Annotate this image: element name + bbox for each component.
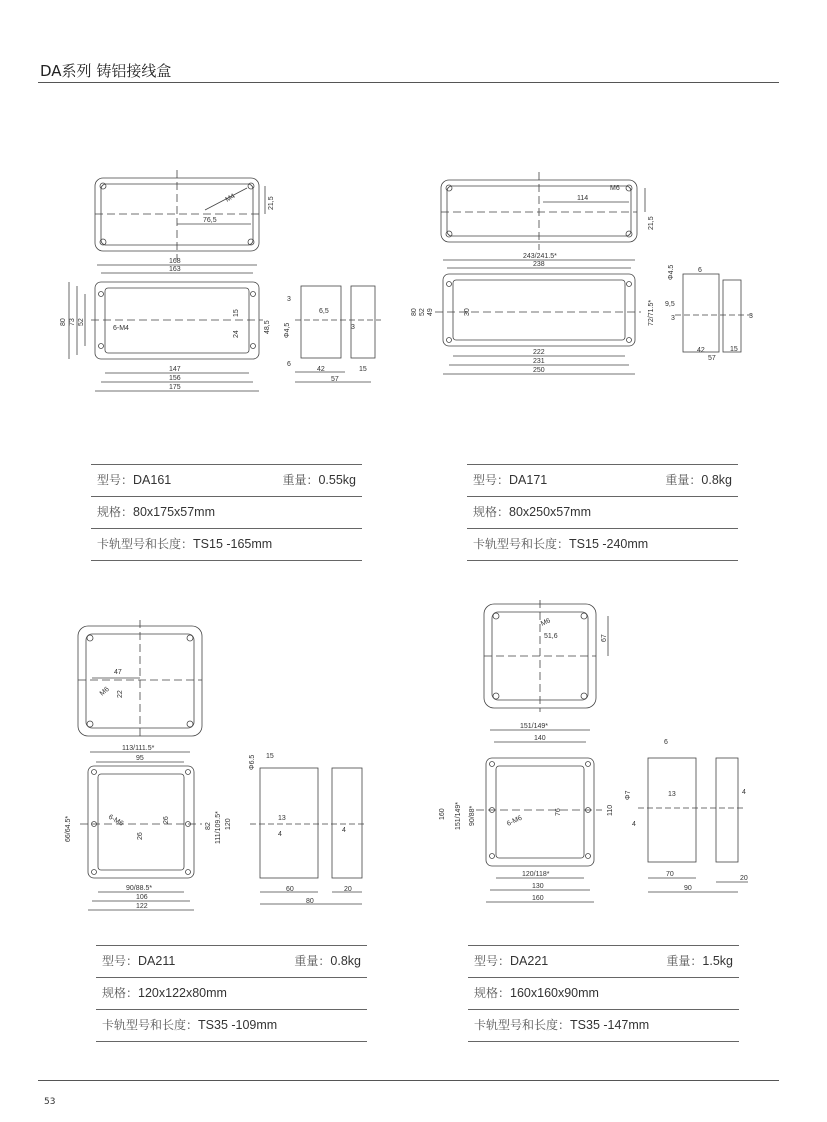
da221-dim-w2: 140 (534, 735, 546, 742)
da171-dim-l1: 222 (533, 349, 545, 356)
da171-dim-m: M6 (610, 185, 620, 192)
da171-dim-h2: 52 (419, 308, 426, 316)
weight-label: 重量： (666, 954, 703, 968)
da221-dim-d1: 76 (555, 808, 562, 816)
da221-dim-w1: 151/149* (520, 723, 549, 730)
da211-dim-l2: 106 (136, 894, 148, 901)
da211-dim-l1: 90/88.5* (126, 885, 153, 892)
da221-dim-s7: 90 (684, 885, 692, 892)
da161-dim-h3: 52 (78, 318, 85, 326)
da211-dim-phi: Φ6.5 (249, 754, 256, 770)
da161-dim-phi: Φ4,5 (284, 322, 291, 338)
da161-dim-m: M4 (224, 192, 237, 204)
da161-dim-a: 76,5 (203, 217, 217, 224)
rail-row (91, 529, 362, 561)
da171-drawing (405, 170, 765, 385)
da171-dim-a: 114 (577, 195, 589, 202)
rail-row (96, 1010, 367, 1042)
da171-dim-s1: 6 (698, 267, 702, 274)
da221-dim-phi: Φ7 (625, 790, 632, 800)
da211-dim-d1: 26 (163, 816, 170, 824)
da211-dim-m: M6 (98, 685, 111, 698)
rail-label: 卡轨型号和长度： (474, 1018, 571, 1032)
spec-value: 120x122x80mm (138, 986, 227, 1000)
da161-dim-w2: 163 (169, 266, 181, 273)
da171-dim-l2: 231 (533, 358, 545, 365)
da221-dim-s6: 20 (740, 875, 748, 882)
model-value: DA171 (509, 473, 548, 487)
rail-row (468, 1010, 739, 1042)
da161-drawing (55, 170, 385, 400)
da161-dim-l1: 147 (169, 366, 181, 373)
da161-dim-h2: 73 (69, 318, 76, 326)
weight-value: 0.8kg (701, 473, 732, 487)
da161-dim-w1: 168 (169, 258, 181, 265)
da171-dim-w2: 238 (533, 261, 545, 268)
rail-value: TS15 -240mm (569, 537, 649, 551)
da161-dim-s5: 42 (317, 366, 325, 373)
da161-dim-d3: 48,5 (264, 320, 271, 334)
da221-dim-s1: 6 (664, 739, 668, 746)
da171-dim-s4: 3 (749, 313, 753, 320)
spec-label: 规格： (97, 505, 134, 519)
rail-label: 卡轨型号和长度： (97, 537, 194, 551)
da171-dim-b: 21,5 (648, 216, 655, 230)
header-divider (38, 82, 779, 83)
da211-dim-a: 47 (114, 669, 122, 676)
model-row (467, 464, 738, 497)
da211-dim-d3: 82 (205, 822, 212, 830)
da221-dim-s2: 13 (668, 791, 676, 798)
da211-dim-s5: 60 (286, 886, 294, 893)
spec-row (468, 978, 739, 1010)
model-row (91, 464, 362, 497)
model-label: 型号： (102, 954, 139, 968)
da211-dim-d2: 26 (137, 832, 144, 840)
page-number: 53 (44, 1097, 56, 1107)
da171-dim-w1: 243/241.5* (523, 253, 557, 260)
spec-row (91, 497, 362, 529)
da171-dim-d2: 72/71.5* (648, 299, 655, 326)
weight-value: 0.55kg (318, 473, 356, 487)
spec-value: 160x160x90mm (510, 986, 599, 1000)
da171-dim-s5: 42 (697, 347, 705, 354)
model-row (468, 945, 739, 978)
da171-dim-d1: 30 (464, 308, 471, 316)
weight-value: 0.8kg (330, 954, 361, 968)
da171-dim-s3: 3 (671, 315, 675, 322)
da161-spec-table (91, 464, 362, 561)
da171-dim-s2: 9,5 (665, 301, 675, 308)
da161-dim-l3: 175 (169, 384, 181, 391)
da211-dim-w2: 95 (136, 755, 144, 762)
rail-value: TS35 -147mm (570, 1018, 650, 1032)
da211-dim-s2: 13 (278, 815, 286, 822)
da211-dim-w1: 113/111.5* (122, 745, 155, 752)
da221-dim-s5: 70 (666, 871, 674, 878)
da161-dim-h1: 80 (60, 318, 67, 326)
da221-dim-s3: 4 (632, 821, 636, 828)
da161-dim-s6: 15 (359, 366, 367, 373)
rail-row (467, 529, 738, 561)
model-label: 型号： (97, 473, 134, 487)
da221-spec-table (468, 945, 739, 1042)
da211-dim-s3: 4 (278, 831, 282, 838)
da221-dim-h2: 151/149* (455, 801, 462, 830)
spec-value: 80x175x57mm (133, 505, 216, 519)
da221-dim-m: M6 (539, 617, 552, 628)
da221-dim-s4: 4 (742, 789, 746, 796)
da221-dim-l1: 120/118* (522, 871, 550, 878)
da211-dim-s7: 80 (306, 898, 314, 905)
da161-dim-s4: 6 (287, 361, 291, 368)
da171-dim-s7: 57 (708, 355, 716, 362)
da161-dim-hole: 6-M4 (113, 325, 129, 332)
model-value: DA211 (138, 954, 176, 968)
model-label: 型号： (474, 954, 511, 968)
rail-value: TS35 -109mm (198, 1018, 278, 1032)
rail-label: 卡轨型号和长度： (102, 1018, 199, 1032)
model-row (96, 945, 367, 978)
da171-dim-l3: 250 (533, 367, 545, 374)
spec-label: 规格： (474, 986, 511, 1000)
da221-drawing (430, 600, 760, 910)
da161-dim-d1: 24 (233, 330, 240, 338)
footer-divider (38, 1080, 779, 1081)
rail-label: 卡轨型号和长度： (473, 537, 570, 551)
da161-dim-s3: 3 (351, 324, 355, 331)
weight-label: 重量： (294, 954, 331, 968)
page-title: DA系列 铸铝接线盒 (40, 62, 172, 80)
da211-dim-s4: 4 (342, 827, 346, 834)
model-label: 型号： (473, 473, 510, 487)
weight-value: 1.5kg (702, 954, 733, 968)
spec-label: 规格： (102, 986, 139, 1000)
weight-label: 重量： (282, 473, 319, 487)
da211-dim-d5: 120 (225, 818, 232, 830)
da221-dim-l3: 160 (532, 895, 544, 902)
da221-dim-b: 67 (601, 634, 608, 642)
da221-dim-h1: 160 (439, 808, 446, 820)
da221-dim-d2: 110 (607, 804, 614, 816)
da221-dim-hole: 6-M6 (505, 814, 524, 828)
spec-row (96, 978, 367, 1010)
da161-dim-l2: 156 (169, 375, 181, 382)
spec-value: 80x250x57mm (509, 505, 592, 519)
da211-spec-table (96, 945, 367, 1042)
da211-dim-s6: 20 (344, 886, 352, 893)
da211-dim-l3: 122 (136, 903, 148, 910)
da171-dim-h3: 49 (427, 308, 434, 316)
da161-dim-s7: 57 (331, 376, 339, 383)
da161-dim-s2: 6,5 (319, 308, 329, 315)
rail-value: TS15 -165mm (193, 537, 273, 551)
weight-label: 重量： (665, 473, 702, 487)
da211-drawing (60, 620, 370, 920)
da171-dim-s6: 15 (730, 346, 738, 353)
spec-label: 规格： (473, 505, 510, 519)
da171-dim-phi: Φ4.5 (668, 264, 675, 280)
model-value: DA161 (133, 473, 172, 487)
da221-dim-l2: 130 (532, 883, 544, 890)
da161-dim-s1: 3 (287, 296, 291, 303)
da171-dim-h1: 80 (411, 308, 418, 316)
da221-dim-h3: 90/88* (469, 805, 476, 826)
da211-dim-hole: 6-M6 (107, 813, 125, 828)
da161-dim-b: 21,5 (268, 196, 275, 210)
da161-dim-d2: 15 (233, 309, 240, 317)
model-value: DA221 (510, 954, 549, 968)
da211-dim-h1: 66/64.5* (65, 815, 72, 842)
spec-row (467, 497, 738, 529)
da211-dim-s1: 15 (266, 753, 274, 760)
da211-dim-b: 22 (117, 690, 124, 698)
da171-spec-table (467, 464, 738, 561)
da221-dim-a: 51,6 (544, 633, 558, 640)
da211-dim-d4: 111/109.5* (215, 811, 222, 844)
